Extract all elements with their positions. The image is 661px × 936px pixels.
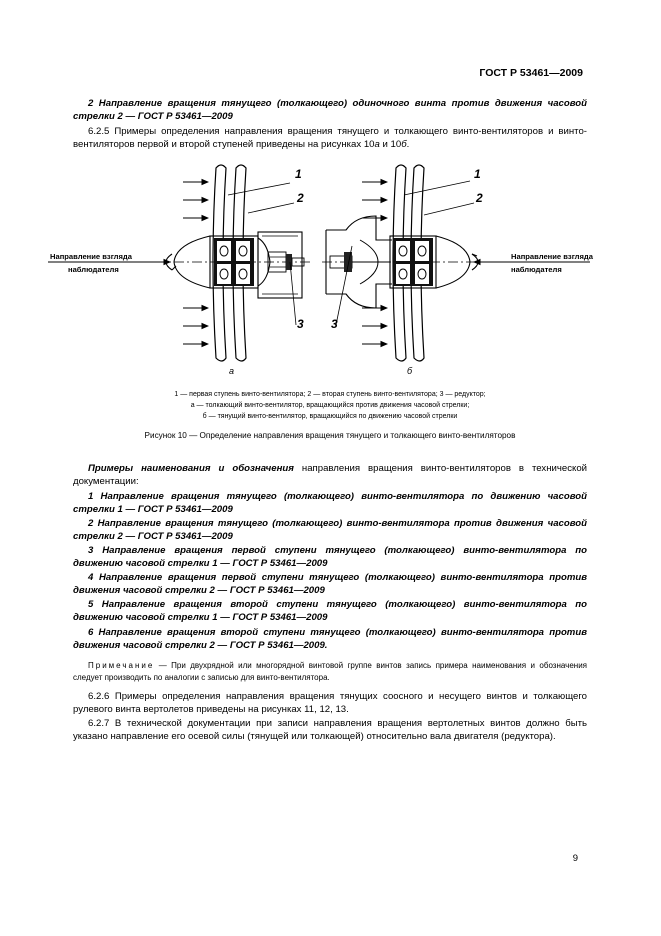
- label-2-right: 2: [476, 191, 483, 205]
- examples-intro: [73, 462, 587, 489]
- label-1-right: 1: [474, 167, 481, 181]
- note: [73, 660, 587, 683]
- example-item-1: 1 Направление вращения тянущего (толкающего) винто-вентилятора по движению часовой стрелки 1 — ГОСТ Р 53461—2009: [73, 491, 587, 516]
- subfigure-a-label: а: [229, 366, 235, 376]
- example-item-5: 5 Направление вращения второй ступени тянущего (толкающего) винто-вентилятора по движению часовой стрелки 1 — ГОСТ Р 53461—2009: [73, 599, 587, 624]
- figure-caption: Рисунок 10 — Определение направления вращения тянущего и толкающего винто-вентиляторов: [144, 431, 516, 440]
- paragraph-6-2-7: 6.2.7 В технической документации при записи направления вращения вертолетных винтов должно быть указано направление его осевой силы (тянущей или толкающей) относительно вала двигателя (редуктора).: [73, 718, 587, 743]
- example-item-4: 4 Направление вращения первой ступени тянущего (толкающего) винто-вентилятора против движения часовой стрелки 2 — ГОСТ Р 53461—2009: [73, 572, 587, 597]
- label-2-left: 2: [297, 191, 304, 205]
- examples-intro-rest: направления вращения винто-вентиляторов в технической документации:: [73, 463, 588, 488]
- examples-intro-bold: Примеры наименования и обозначения: [88, 463, 294, 474]
- label-1-left: 1: [295, 167, 302, 181]
- paragraph-6-2-6: 6.2.6 Примеры определения направления вращения тянущих соосного и несущего винтов и толкающего рулевого винта вертолетов приведены на рисунках 11, 12, 13.: [73, 691, 587, 716]
- paragraph-6-2-5-text: 6.2.5 Примеры определения направления вращения тянущего и толкающего винто-вентиляторов и винто-вентиляторов первой и второй ступеней приведены на рисунках 10: [73, 126, 587, 151]
- figure-ref-b: б: [401, 139, 407, 151]
- page-number: 9: [572, 853, 578, 864]
- left-view-label-line1: Направление взгляда: [50, 252, 132, 261]
- right-view-label-line2: наблюдателя: [511, 265, 562, 274]
- note-text: — При двухрядной или многорядной винтовой группе винтов запись примера наименования и обозначения следует производить по аналогии с записью для винто-вентилятора.: [73, 661, 587, 682]
- paragraph-6-2-5: [73, 125, 587, 152]
- view-a: [48, 165, 310, 361]
- example-item-3: 3 Направление вращения первой ступени тянущего (толкающего) винто-вентилятора по движению часовой стрелки 1 — ГОСТ Р 53461—2009: [73, 545, 587, 570]
- label-3-left: 3: [297, 317, 304, 331]
- example-item-2: 2 Направление вращения тянущего (толкающего) винто-вентилятора против движения часовой стрелки 2 — ГОСТ Р 53461—2009: [73, 518, 587, 543]
- figure-ref-and: и 10: [379, 139, 402, 151]
- example-single-rotor: 2 Направление вращения тянущего (толкающего) одиночного винта против движения часовой стрелки 2 — ГОСТ Р 53461—2009: [73, 98, 587, 123]
- label-3-right: 3: [331, 317, 338, 331]
- figure-legend: [73, 389, 587, 422]
- legend-line-2: а — толкающий винто-вентилятор, вращающийся против движения часовой стрелки;: [190, 402, 470, 409]
- figure-ref-a: а: [374, 139, 380, 151]
- view-b: [322, 165, 590, 361]
- example-item-6: 6 Направление вращения второй ступени тянущего (толкающего) винто-вентилятора против движения часовой стрелки 2 — ГОСТ Р 53461—2009.: [73, 627, 587, 652]
- document-number-header: ГОСТ Р 53461—2009: [479, 67, 583, 79]
- right-view-label-line1: Направление взгляда: [511, 252, 593, 261]
- paragraph-6-2-5-end: .: [406, 139, 410, 151]
- legend-line-1: 1 — первая ступень винто-вентилятора; 2 — вторая ступень винто-вентилятора; 3 — редуктор;: [174, 391, 486, 398]
- subfigure-b-label: б: [407, 366, 413, 376]
- left-view-label-line2: наблюдателя: [68, 265, 119, 274]
- figure-10-diagram: [40, 158, 600, 383]
- legend-line-3: б — тянущий винто-вентилятор, вращающийся по движению часовой стрелки: [202, 413, 458, 420]
- note-label: Примечание: [88, 661, 155, 670]
